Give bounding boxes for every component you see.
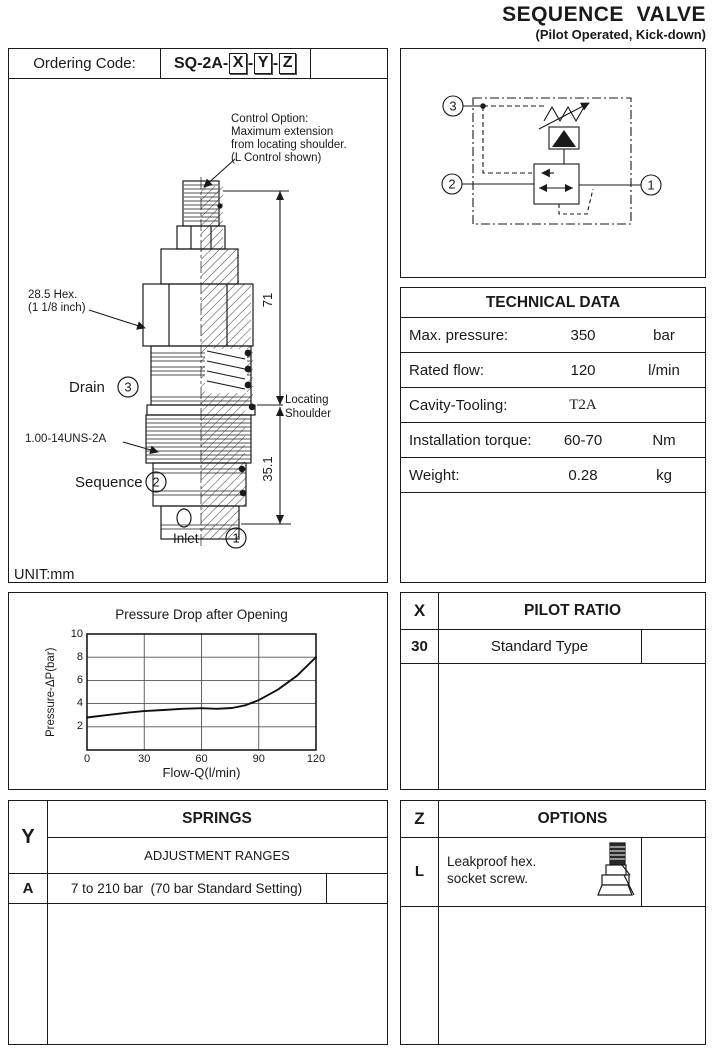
y-tick-label: 4 [76,697,83,710]
code-sep-2: - [272,54,279,72]
drain-port-label: Drain [69,379,105,396]
control-option-line4: (L Control shown) [231,152,322,164]
symbol-port-2: 2 [448,176,456,192]
springs-row-cell-divider [326,873,327,903]
pilot-row-code: 30 [411,637,428,655]
inlet-port-number: 1 [232,530,240,546]
options-row-line2: socket screw. [447,870,529,886]
y-tick-label: 2 [76,720,83,733]
control-option-line1: Control Option: [231,113,309,125]
options-code: Z [414,809,425,828]
valve-section-drawing [9,79,386,581]
tech-row-weight [401,458,705,493]
tech-row-cavity-tooling [401,388,705,423]
hydraulic-symbol-panel [400,48,706,278]
ordering-code-label: Ordering Code: [9,49,161,78]
tech-unit: l/min [648,361,680,379]
drain-port-number: 3 [124,379,132,395]
springs-title: SPRINGS [182,810,252,827]
page-title: SEQUENCE VALVE [502,3,706,26]
code-z-box: Z [279,53,296,73]
tech-value: 0.28 [568,466,598,484]
options-row-line1: Leakproof hex. [447,854,537,869]
tech-unit: bar [653,326,675,344]
uns-thread-label: 1.00-14UNS-2A [25,433,107,445]
options-row-text [447,854,536,888]
x-tick-label: 60 [195,753,208,765]
chart-y-axis-label: Pressure-ΔP(bar) [45,647,57,737]
options-row-code: L [414,863,425,880]
code-prefix: SQ-2A- [173,54,229,72]
hex-label-line2: (1 1/8 inch) [28,302,86,314]
unit-label: UNIT:mm [14,567,75,581]
ordering-code-empty-cell [311,49,387,78]
drawing-panel [8,48,388,583]
hex-label-line1: 28.5 Hex. [28,289,78,301]
internal-spring [205,349,247,393]
pilot-row-divider [401,663,705,664]
code-sep-1: - [247,54,254,72]
tech-label: Max. pressure: [409,326,509,344]
sequence-port-number: 2 [152,474,160,490]
y-tick-label: 6 [76,673,83,686]
code-x-box: X [229,53,247,73]
chart-panel [8,592,388,790]
control-option-line2: Maximum extension [231,126,334,138]
chart-plot [87,634,316,750]
technical-data-panel [400,287,706,583]
options-header-divider [401,837,705,838]
options-title: OPTIONS [537,810,608,827]
sequence-port-label: Sequence [75,474,143,491]
tech-value: 60-70 [563,431,603,449]
dim-71: 71 [260,292,275,308]
options-row-cell-divider [641,837,642,906]
options-row-divider [401,906,705,907]
springs-row-code: A [22,879,34,897]
pilot-title: PILOT RATIO [523,602,621,619]
symbol-port-1: 1 [647,177,655,193]
tech-label: Cavity-Tooling: [409,396,508,414]
ordering-code-row [9,49,387,79]
inlet-port-label: Inlet [173,531,199,546]
tech-value: T2A [569,396,597,413]
code-y-box: Y [254,53,272,73]
tech-unit: Nm [652,431,676,449]
tech-row-rated-flow [401,353,705,388]
tech-label: Rated flow: [409,361,485,379]
pilot-ratio-panel [400,592,706,790]
tech-label: Weight: [409,466,460,484]
x-tick-label: 90 [252,753,265,765]
control-option-line3: from locating shoulder. [231,139,347,151]
locating-shoulder-label: Locating [285,394,329,406]
springs-code: Y [21,825,35,848]
page-header [502,3,706,42]
symbol-port-3: 3 [449,98,457,114]
pilot-code: X [413,601,426,620]
technical-data-title: TECHNICAL DATA [401,288,705,318]
chart-title: Pressure Drop after Opening [115,607,288,622]
socket-screw-icon [594,841,638,903]
y-tick-label: 8 [76,650,83,663]
hydraulic-symbol [401,49,704,276]
springs-row-label: 7 to 210 bar (70 bar Standard Setting) [70,880,303,896]
page-subtitle: (Pilot Operated, Kick-down) [535,27,706,42]
tech-unit: kg [656,466,672,484]
chart-x-axis-label: Flow-Q(l/min) [162,765,241,780]
tech-row-max-pressure [401,318,705,353]
springs-row-divider [9,903,387,904]
tech-value: 120 [570,361,596,379]
x-tick-label: 30 [138,753,151,765]
tech-label: Installation torque: [409,431,532,449]
locating-shoulder-label2: Shoulder [285,408,332,420]
tech-row-installation-torque [401,423,705,458]
x-tick-label: 0 [83,753,91,765]
dim-35-1: 35.1 [260,456,275,482]
ordering-code-value [161,49,311,78]
springs-panel [8,800,388,1045]
y-tick-label: 10 [70,627,83,640]
pilot-row-label: Standard Type [490,637,589,655]
tech-value: 350 [570,326,596,344]
pilot-row-cell-divider [641,629,642,663]
options-panel [400,800,706,1045]
x-tick-label: 120 [306,753,326,765]
springs-subtitle: ADJUSTMENT RANGES [144,847,290,863]
